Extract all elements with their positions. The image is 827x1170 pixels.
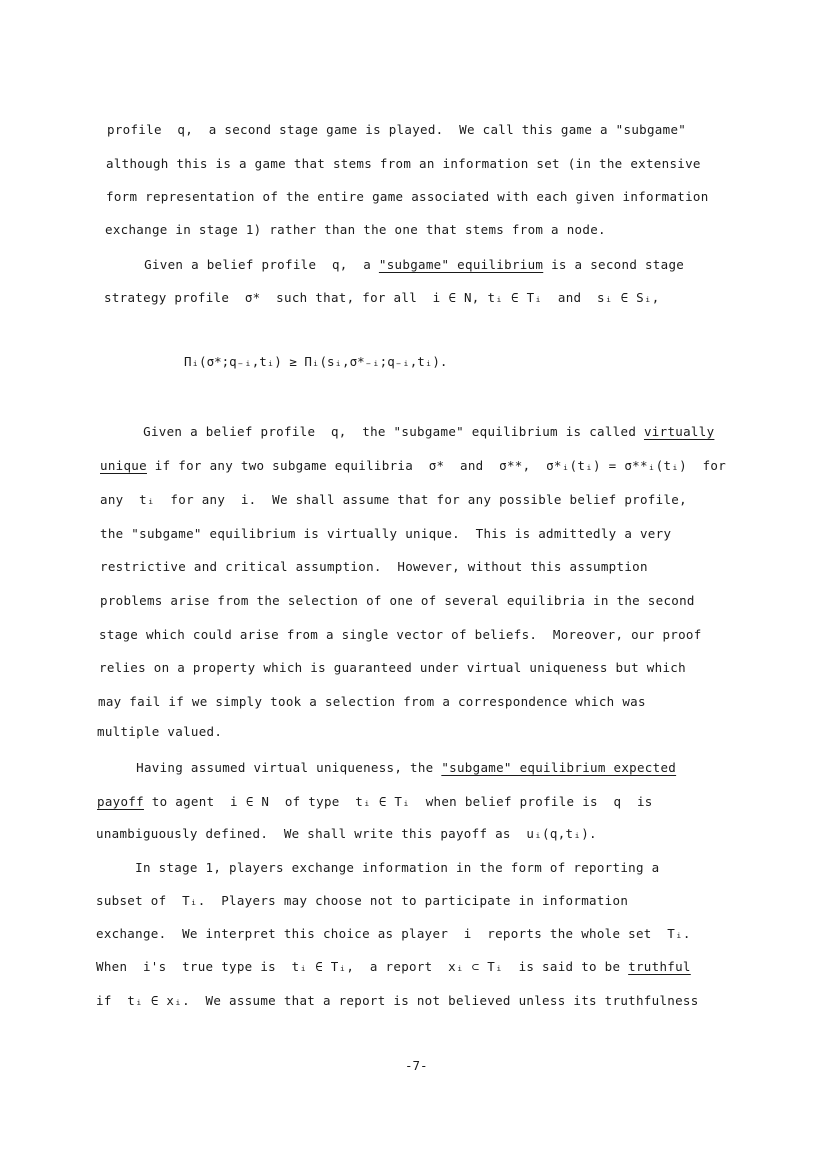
text-line [105, 257, 684, 273]
text-segment: may fail if we simply took a selection from a correspondence which was [98, 694, 646, 709]
text-segment: restrictive and critical assumption. However, without this assumption [100, 559, 648, 574]
equation-line [184, 354, 447, 370]
underlined-term: "subgame" equilibrium [378, 257, 544, 272]
underlined-term: truthful [628, 959, 691, 974]
text-line [107, 122, 686, 138]
text-segment: Given a belief profile q, the "subgame" equilibrium is called [104, 424, 644, 439]
text-segment: exchange in stage 1) rather than the one that stems from a node. [105, 222, 606, 237]
text-line [104, 290, 660, 306]
text-segment: is a second stage [543, 257, 685, 272]
text-line [106, 156, 701, 172]
text-line [96, 860, 659, 876]
text-segment: problems arise from the selection of one of several equilibria in the second [100, 593, 695, 608]
text-segment: Having assumed virtual uniqueness, the [97, 760, 442, 775]
underlined-term: virtually [643, 424, 715, 439]
text-line [104, 424, 714, 440]
underlined-term: "subgame" equilibrium expected [441, 760, 677, 775]
text-line [97, 794, 653, 810]
text-segment: to agent i ∈ N of type tᵢ ∈ Tᵢ when belief profile is q is [143, 794, 653, 809]
text-line [100, 526, 671, 542]
text-line [98, 694, 646, 710]
text-segment: the "subgame" equilibrium is virtually unique. This is admittedly a very [100, 526, 672, 541]
text-line [100, 593, 695, 609]
text-segment: although this is a game that stems from an information set (in the extensive [106, 156, 701, 171]
text-segment: In stage 1, players exchange information in the form of reporting a [96, 860, 660, 875]
text-segment: unambiguously defined. We shall write this payoff as uᵢ(q,tᵢ). [96, 826, 597, 841]
text-line [96, 826, 597, 842]
text-line [96, 959, 691, 975]
text-line [100, 492, 687, 508]
underlined-term: payoff [97, 794, 144, 809]
text-line [100, 458, 726, 474]
text-line [96, 893, 628, 909]
text-segment: profile q, a second stage game is played. We call this game a "subgame" [107, 122, 687, 137]
text-segment: strategy profile σ* such that, for all i ∈ N, tᵢ ∈ Tᵢ and sᵢ ∈ Sᵢ, [104, 290, 660, 305]
text-segment: When i's true type is tᵢ ∈ Tᵢ, a report xᵢ ⊂ Tᵢ is said to be [96, 959, 629, 974]
text-segment: any tᵢ for any i. We shall assume that for any possible belief profile, [100, 492, 687, 507]
text-segment: subset of Tᵢ. Players may choose not to participate in information [96, 893, 629, 908]
text-segment: if tᵢ ∈ xᵢ. We assume that a report is not believed unless its truthfulness [96, 993, 699, 1008]
text-segment: multiple valued. [97, 724, 223, 739]
text-segment: stage which could arise from a single vector of beliefs. Moreover, our proof [99, 627, 702, 642]
text-segment: exchange. We interpret this choice as player i reports the whole set Tᵢ. [96, 926, 691, 941]
text-line [99, 627, 702, 643]
text-line [100, 559, 648, 575]
text-line [96, 993, 699, 1009]
text-segment: relies on a property which is guaranteed under virtual uniqueness but which [99, 660, 686, 675]
text-line [97, 760, 676, 776]
text-segment: Given a belief profile q, a [105, 257, 379, 272]
text-line [99, 660, 686, 676]
page-number: -7- [405, 1058, 428, 1073]
text-line [105, 222, 606, 238]
text-line [96, 926, 691, 942]
underlined-term: unique [100, 458, 147, 473]
text-line [106, 189, 709, 205]
text-segment: form representation of the entire game associated with each given information [106, 189, 709, 204]
text-line [97, 724, 222, 740]
text-segment: if for any two subgame equilibria σ* and σ**, σ*ᵢ(tᵢ) = σ**ᵢ(tᵢ) for [146, 458, 727, 473]
text-segment: Πᵢ(σ*;q₋ᵢ,tᵢ) ≥ Πᵢ(sᵢ,σ*₋ᵢ;q₋ᵢ,tᵢ). [184, 354, 448, 369]
